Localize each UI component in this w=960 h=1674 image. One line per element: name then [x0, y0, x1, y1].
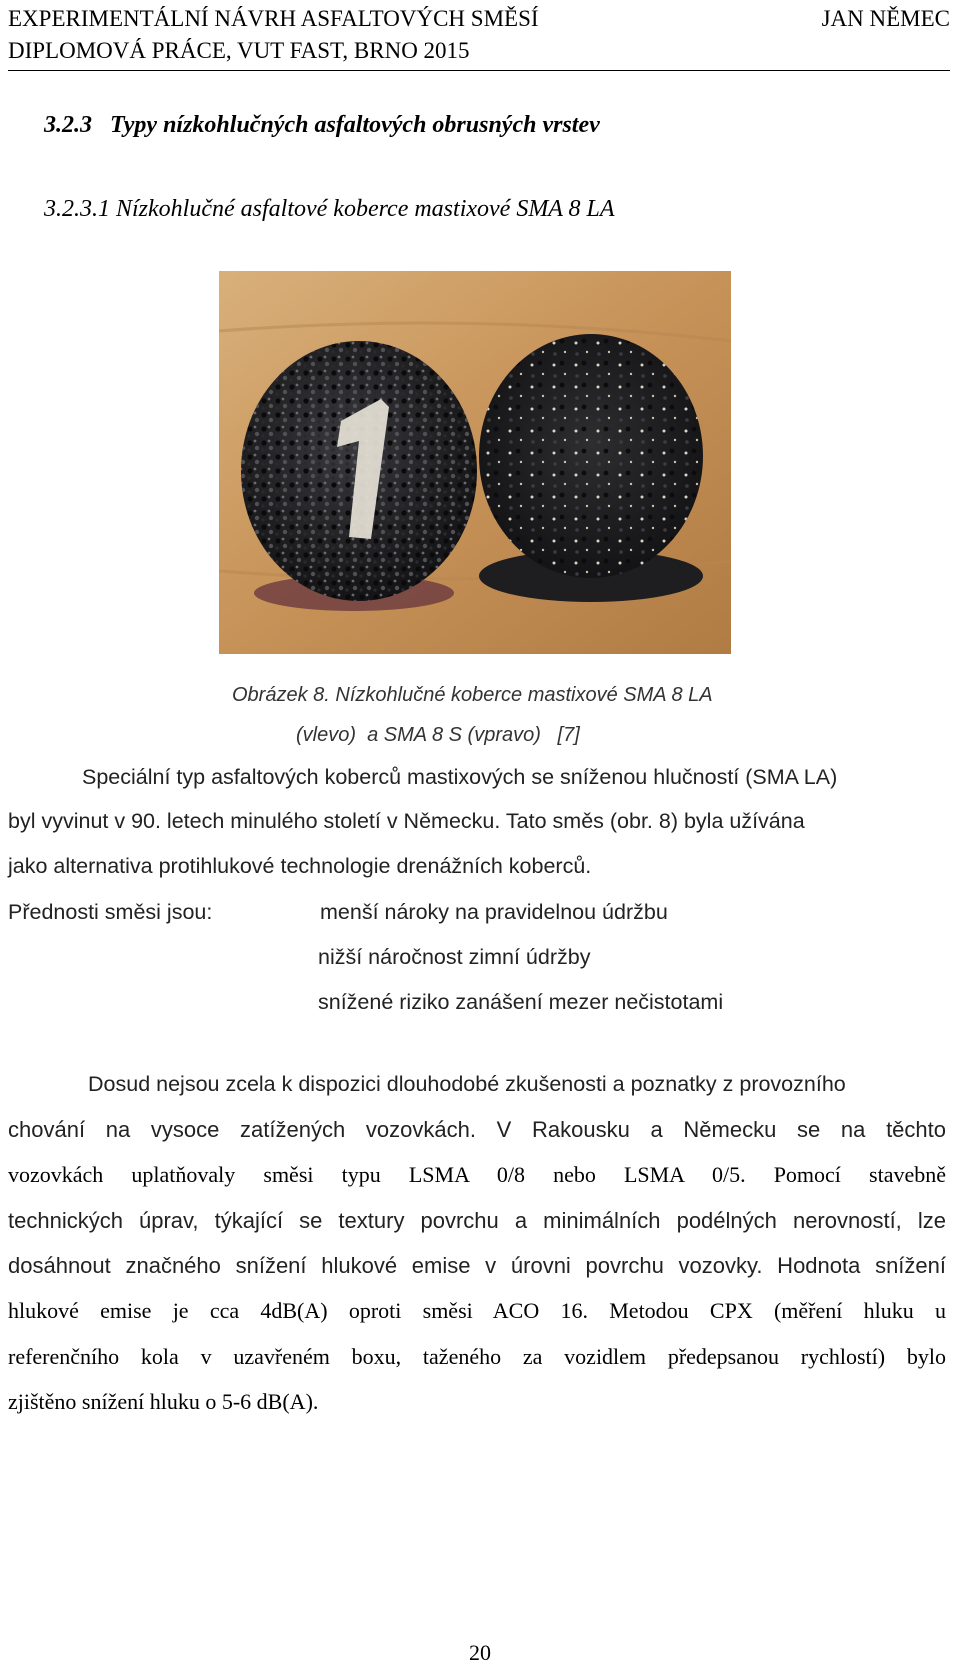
asphalt-samples-photo [219, 271, 731, 654]
paragraph-line: hlukové emise je cca 4dB(A) oproti směsi ACO 16. Metodou CPX (měření hluku u [8, 1298, 946, 1323]
header-title-line2: DIPLOMOVÁ PRÁCE, VUT FAST, BRNO 2015 [8, 38, 470, 63]
figure-caption-line2: (vlevo) a SMA 8 S (vpravo) [7] [296, 724, 580, 746]
page-header [8, 4, 950, 71]
paragraph-line: dosáhnout značného snížení hlukové emise v úrovni povrchu vozovky. Hodnota snížení [8, 1253, 946, 1278]
subsection-heading: 3.2.3.1 Nízkohlučné asfaltové koberce mastixové SMA 8 LA [44, 196, 615, 222]
intro-line2: byl vyvinut v 90. letech minulého století v Německu. Tato směs (obr. 8) byla užívána [8, 809, 805, 833]
header-title-line1: EXPERIMENTÁLNÍ NÁVRH ASFALTOVÝCH SMĚSÍ [8, 6, 539, 31]
intro-line3: jako alternativa protihlukové technologie drenážních koberců. [8, 854, 592, 878]
paragraph-line: zjištěno snížení hluku o 5-6 dB(A). [8, 1389, 319, 1414]
advantage-item: menší nároky na pravidelnou údržbu [320, 900, 668, 924]
advantage-item: nižší náročnost zimní údržby [318, 945, 591, 969]
header-author: JAN NĚMEC [821, 6, 950, 31]
section-heading: 3.2.3 Typy nízkohlučných asfaltových obrusných vrstev [44, 112, 600, 138]
page-number: 20 [469, 1640, 491, 1665]
paragraph-line: chování na vysoce zatížených vozovkách. V Rakousku a Německu se na těchto [8, 1117, 946, 1142]
paragraph-line: referenčního kola v uzavřeném boxu, taženého za vozidlem předepsanou rychlostí) bylo [8, 1344, 946, 1369]
intro-line1: Speciální typ asfaltových koberců mastixových se sníženou hlučností (SMA LA) [82, 765, 838, 789]
advantages-label: Přednosti směsi jsou: [8, 900, 213, 924]
figure-caption-line1: Obrázek 8. Nízkohlučné koberce mastixové SMA 8 LA [232, 684, 713, 706]
paragraph-line: technických úprav, týkající se textury povrchu a minimálních podélných nerovností, lze [8, 1208, 946, 1233]
paragraph-line: Dosud nejsou zcela k dispozici dlouhodobé zkušenosti a poznatky z provozního [88, 1072, 846, 1096]
paragraph-line: vozovkách uplatňovaly směsi typu LSMA 0/8 nebo LSMA 0/5. Pomocí stavebně [8, 1162, 946, 1187]
advantage-item: snížené riziko zanášení mezer nečistotami [318, 990, 724, 1014]
